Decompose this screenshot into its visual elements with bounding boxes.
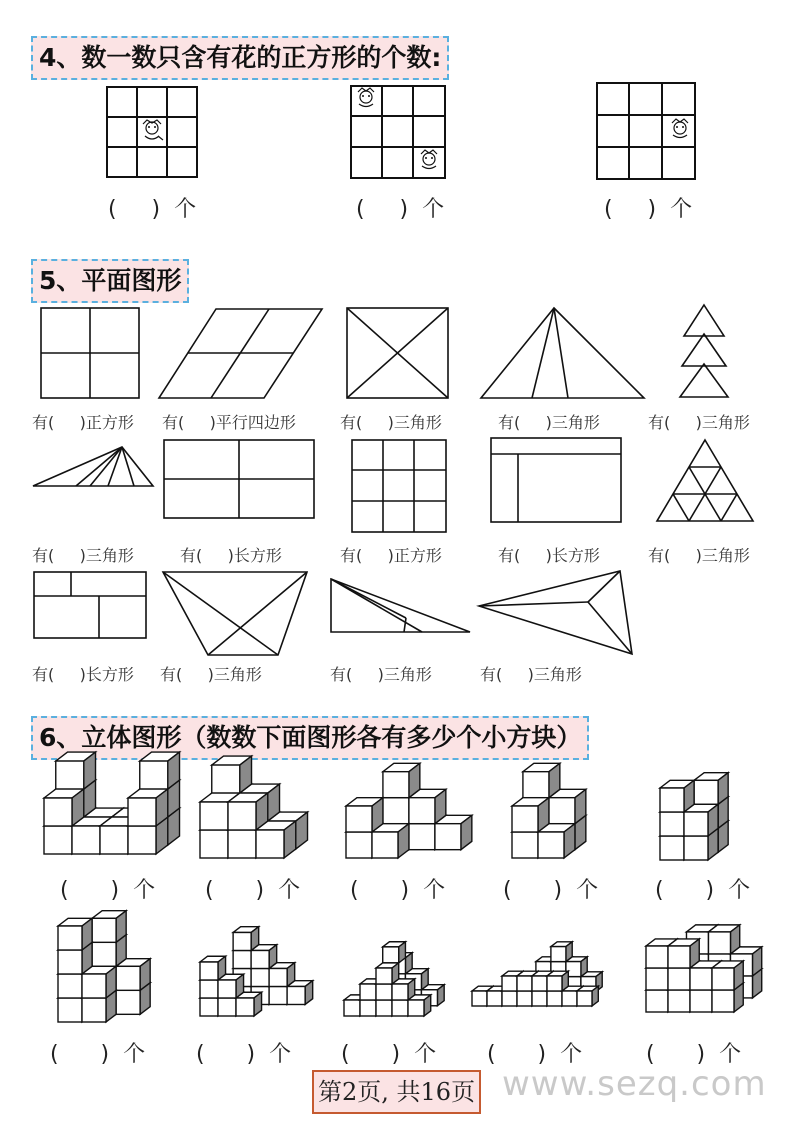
- cube-icon: [92, 911, 126, 943]
- label-5-2[interactable]: 有( )平行四边形: [162, 413, 296, 432]
- cube-icon: [547, 971, 568, 991]
- answer-blank-6-6[interactable]: ( ) 个: [50, 1042, 146, 1067]
- answer-blank-6-7[interactable]: ( ) 个: [196, 1042, 292, 1067]
- cube-icon: [256, 821, 296, 858]
- cube-icon: [694, 773, 728, 805]
- figure-square-x: [346, 307, 450, 399]
- answer-blank-6-5[interactable]: ( ) 个: [655, 878, 751, 903]
- answer-blank-6-9[interactable]: ( ) 个: [487, 1042, 583, 1067]
- cube-icon: [549, 789, 586, 823]
- figure-right-triangle: [330, 578, 472, 634]
- cube-figure-9: [470, 910, 620, 1010]
- label-5-5[interactable]: 有( )三角形: [648, 413, 750, 432]
- answer-blank-4b[interactable]: ( ) 个: [356, 197, 445, 222]
- cube-icon: [383, 942, 406, 963]
- cube-icon: [512, 798, 549, 832]
- section-4-title: 4、数一数只含有花的正方形的个数:: [31, 36, 449, 80]
- answer-blank-6-4[interactable]: ( ) 个: [503, 878, 599, 903]
- cube-figure-2: [196, 762, 306, 862]
- section-5-title: 5、平面图形: [31, 259, 189, 303]
- answer-blank-4c[interactable]: ( ) 个: [604, 197, 693, 222]
- watermark: www.sezq.com: [502, 1064, 767, 1104]
- cube-icon: [577, 986, 598, 1006]
- cube-icon: [409, 789, 446, 823]
- flower-icon: [358, 88, 374, 107]
- grid-3x3-c: [596, 82, 696, 180]
- cube-icon: [44, 789, 84, 826]
- cube-icon: [538, 824, 575, 858]
- cube-icon: [383, 763, 420, 797]
- cube-icon: [212, 756, 252, 793]
- cube-icon: [668, 939, 699, 968]
- figure-stacked-triangles: [678, 304, 730, 400]
- flower-icon: [421, 150, 437, 169]
- cube-figure-7: [196, 914, 300, 1020]
- label-5-8[interactable]: 有( )正方形: [340, 546, 442, 565]
- cube-figure-6: [56, 910, 152, 1026]
- cube-icon: [346, 798, 383, 832]
- page-number: 第2页, 共16页: [312, 1070, 481, 1114]
- figure-triangle-fan: [480, 307, 646, 399]
- label-5-13[interactable]: 有( )三角形: [330, 665, 432, 684]
- flower-icon: [672, 119, 688, 138]
- label-5-3[interactable]: 有( )三角形: [340, 413, 442, 432]
- label-5-14[interactable]: 有( )三角形: [480, 665, 582, 684]
- cube-icon: [128, 789, 168, 826]
- label-5-9[interactable]: 有( )长方形: [498, 546, 600, 565]
- answer-blank-6-1[interactable]: ( ) 个: [60, 878, 156, 903]
- cube-icon: [708, 925, 739, 954]
- cube-icon: [435, 815, 472, 849]
- label-5-4[interactable]: 有( )三角形: [498, 413, 600, 432]
- cube-figure-1: [40, 762, 170, 862]
- answer-blank-6-10[interactable]: ( ) 个: [646, 1042, 742, 1067]
- figure-rectangle-4: [163, 439, 315, 519]
- answer-blank-6-2[interactable]: ( ) 个: [205, 878, 301, 903]
- cube-icon: [116, 959, 150, 991]
- cube-icon: [233, 927, 259, 951]
- grid-3x3-a: [106, 86, 198, 178]
- label-5-7[interactable]: 有( )长方形: [180, 546, 282, 565]
- cube-figure-10: [644, 910, 756, 1016]
- cube-icon: [660, 780, 694, 812]
- figure-trapezoid: [162, 571, 308, 657]
- cube-icon: [228, 793, 268, 830]
- cube-icon: [372, 824, 409, 858]
- cube-icon: [712, 961, 743, 990]
- cube-icon: [56, 752, 96, 789]
- cube-figure-3: [342, 762, 452, 862]
- label-5-1[interactable]: 有( )正方形: [32, 413, 134, 432]
- figure-grid-9: [351, 439, 447, 533]
- section-6-title: 6、立体图形（数数下面图形各有多少个小方块）: [31, 716, 589, 760]
- grid-3x3-b: [350, 85, 446, 179]
- cube-icon: [140, 752, 180, 789]
- figure-thin-triangle: [32, 446, 154, 488]
- answer-blank-6-3[interactable]: ( ) 个: [350, 878, 446, 903]
- figure-square-cross: [40, 307, 140, 399]
- cube-icon: [684, 804, 718, 836]
- cube-figure-5: [656, 760, 746, 864]
- answer-blank-6-8[interactable]: ( ) 个: [341, 1042, 437, 1067]
- cube-figure-4: [508, 762, 598, 862]
- cube-icon: [523, 763, 560, 797]
- cube-icon: [551, 942, 572, 962]
- figure-rectangle-nested: [490, 437, 622, 523]
- cube-icon: [376, 963, 399, 984]
- label-5-10[interactable]: 有( )三角形: [648, 546, 750, 565]
- answer-blank-4a[interactable]: ( ) 个: [108, 197, 197, 222]
- label-5-11[interactable]: 有( )长方形: [32, 665, 134, 684]
- cube-icon: [82, 966, 116, 998]
- label-5-6[interactable]: 有( )三角形: [32, 546, 134, 565]
- figure-long-triangle: [478, 570, 634, 656]
- figure-triangle-grid: [656, 439, 754, 523]
- flower-icon: [143, 120, 163, 140]
- label-5-12[interactable]: 有( )三角形: [160, 665, 262, 684]
- cube-icon: [200, 956, 226, 980]
- figure-rectangle-split: [33, 571, 147, 639]
- figure-parallelogram: [158, 308, 324, 400]
- cube-figure-8: [342, 912, 450, 1020]
- cube-icon: [58, 918, 92, 950]
